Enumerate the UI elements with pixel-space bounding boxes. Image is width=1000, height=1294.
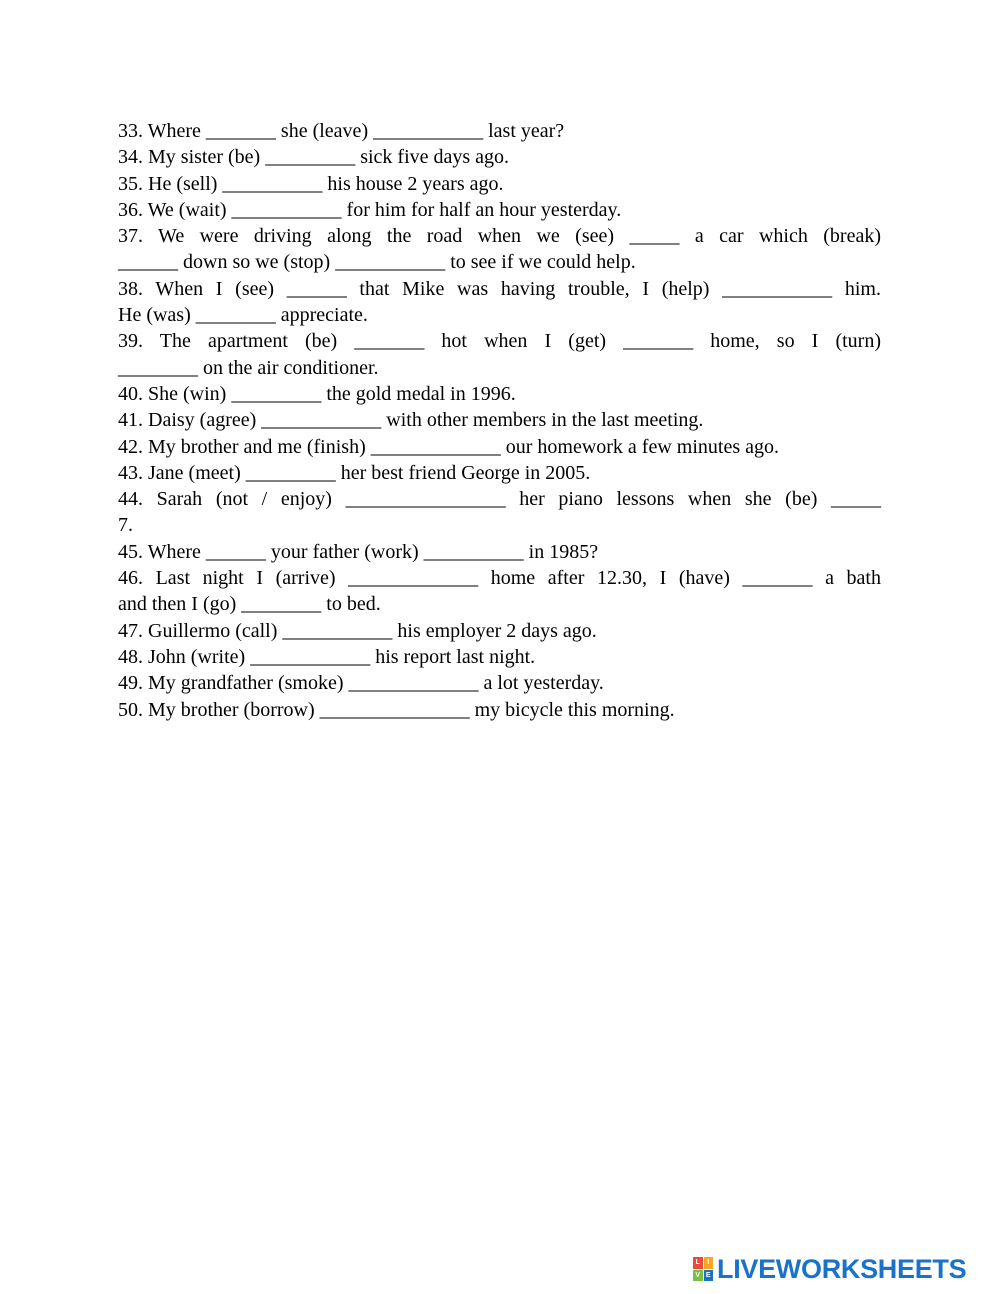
liveworksheets-logo[interactable] <box>693 1253 993 1285</box>
question-46-line-2: and then I (go) ________ to bed. <box>118 593 381 616</box>
question-40-line-1: 40. She (win) _________ the gold medal in 1996. <box>118 382 516 405</box>
question-42-line-1: 42. My brother and me (finish) _____________ our homework a few minutes ago. <box>118 435 779 458</box>
liveworksheets-logo-text: LIVEWORKSHEETS <box>717 1253 967 1284</box>
question-38-line-2: He (was) ________ appreciate. <box>118 304 368 327</box>
logo-icon-tile-e: E <box>704 1270 714 1282</box>
logo-icon-tile-i: I <box>704 1257 714 1269</box>
question-47-line-1: 47. Guillermo (call) ___________ his employer 2 days ago. <box>118 619 597 642</box>
question-48-line-1: 48. John (write) ____________ his report last night. <box>118 645 536 668</box>
logo-icon-tile-l: L <box>693 1257 703 1269</box>
question-50-line-1: 50. My brother (borrow) _______________ my bicycle this morning. <box>118 698 675 721</box>
liveworksheets-logo-icon <box>693 1257 713 1281</box>
question-49-line-1: 49. My grandfather (smoke) _____________ a lot yesterday. <box>118 672 604 695</box>
question-44-line-1: 44. Sarah (not / enjoy) ________________ her piano lessons when she (be) _____ <box>118 488 881 511</box>
question-46-line-1: 46. Last night I (arrive) _____________ home after 12.30, I (have) _______ a bath <box>118 567 881 590</box>
question-43-line-1: 43. Jane (meet) _________ her best friend George in 2005. <box>118 461 591 484</box>
worksheet-questions <box>118 118 881 723</box>
question-41-line-1: 41. Daisy (agree) ____________ with other members in the last meeting. <box>118 409 704 432</box>
question-33-line-1: 33. Where _______ she (leave) ___________ last year? <box>118 120 565 142</box>
question-35-line-1: 35. He (sell) __________ his house 2 years ago. <box>118 172 504 195</box>
question-45-line-1: 45. Where ______ your father (work) __________ in 1985? <box>118 540 599 563</box>
question-37-line-2: ______ down so we (stop) ___________ to see if we could help. <box>118 251 636 274</box>
question-34-line-1: 34. My sister (be) _________ sick five days ago. <box>118 146 510 169</box>
question-39-line-2: ________ on the air conditioner. <box>118 356 379 379</box>
question-36-line-1: 36. We (wait) ___________ for him for half an hour yesterday. <box>118 198 622 221</box>
question-38-line-1: 38. When I (see) ______ that Mike was having trouble, I (help) ___________ him. <box>118 277 881 300</box>
question-39-line-1: 39. The apartment (be) _______ hot when I (get) _______ home, so I (turn) <box>118 330 881 353</box>
question-37-line-1: 37. We were driving along the road when we (see) _____ a car which (break) <box>118 225 881 248</box>
logo-icon-tile-v: V <box>693 1270 703 1282</box>
question-44-line-2: 7. <box>118 514 133 537</box>
